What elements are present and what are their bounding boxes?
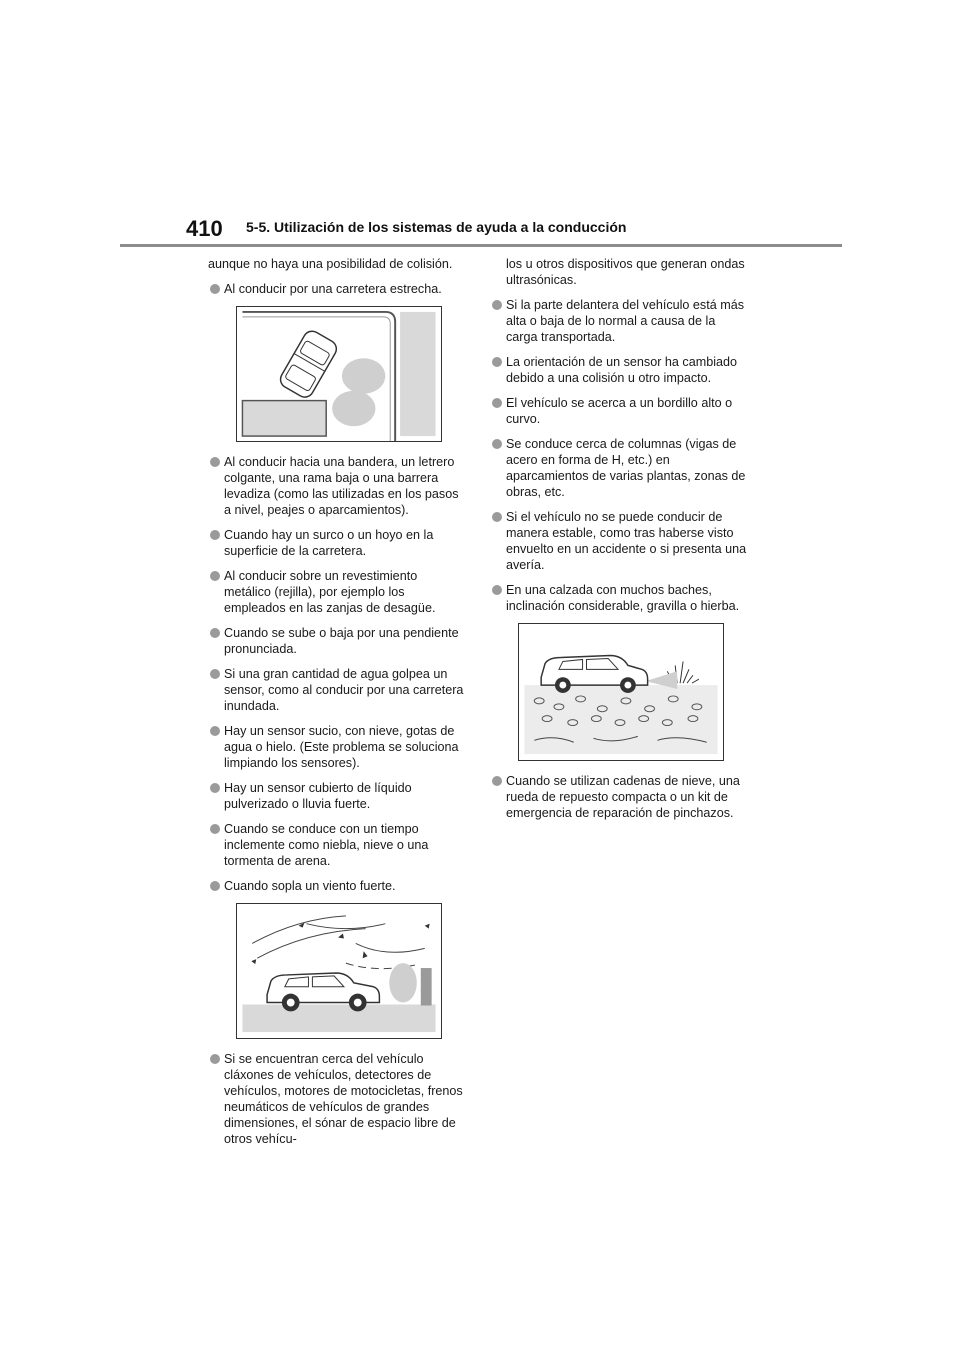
list-item: Se conduce cerca de columnas (vigas de acero en forma de H, etc.) en aparcamientos de varias plantas, zonas de obras, etc.	[490, 436, 748, 500]
list-item: Hay un sensor sucio, con nieve, gotas de agua o hielo. (Este problema se soluciona limpiando los sensores).	[208, 723, 466, 771]
left-continuation-text: aunque no haya una posibilidad de colisión.	[208, 257, 453, 271]
bullet-icon	[210, 881, 220, 891]
bullet-icon	[210, 284, 220, 294]
bullet-icon	[210, 726, 220, 736]
narrow-road-svg	[237, 307, 441, 441]
bullet-icon	[492, 585, 502, 595]
section-title: 5-5. Utilización de los sistemas de ayuda a la conducción	[246, 219, 627, 235]
list-item: Al conducir sobre un revestimiento metálico (rejilla), por ejemplo los empleados en las zanjas de desagüe.	[208, 568, 466, 616]
bullet-icon	[492, 439, 502, 449]
bullet-icon	[210, 824, 220, 834]
list-item: Si la parte delantera del vehículo está más alta o baja de lo normal a causa de la carga transportada.	[490, 297, 748, 345]
bullet-icon	[492, 776, 502, 786]
strong-wind-illustration	[236, 903, 442, 1039]
list-item: Hay un sensor cubierto de líquido pulverizado o lluvia fuerte.	[208, 780, 466, 812]
list-item: Cuando se utilizan cadenas de nieve, una rueda de repuesto compacta o un kit de emergencia de reparación de pinchazos.	[490, 773, 748, 821]
bullet-icon	[210, 530, 220, 540]
bullet-icon	[210, 628, 220, 638]
bullet-icon	[210, 457, 220, 467]
left-column	[208, 256, 466, 1156]
bullet-icon	[492, 357, 502, 367]
bullet-icon	[210, 783, 220, 793]
list-item: La orientación de un sensor ha cambiado debido a una colisión u otro impacto.	[490, 354, 748, 386]
bullet-icon	[210, 669, 220, 679]
list-item: Si el vehículo no se puede conducir de manera estable, como tras haberse visto envuelto en un accidente o si presenta una avería.	[490, 509, 748, 573]
header-rule	[120, 244, 842, 247]
right-continuation-text: los u otros dispositivos que generan ondas ultrasónicas.	[506, 257, 745, 287]
list-item: Cuando se conduce con un tiempo inclemente como niebla, nieve o una tormenta de arena.	[208, 821, 466, 869]
page-number: 410	[186, 216, 223, 241]
narrow-road-illustration	[236, 306, 442, 442]
right-column	[490, 256, 748, 830]
list-item: Al conducir hacia una bandera, un letrero colgante, una rama baja o una barrera levadiza (como las utilizadas en los pasos a nivel, peajes o aparcamientos).	[208, 454, 466, 518]
list-item: Cuando hay un surco o un hoyo en la superficie de la carretera.	[208, 527, 466, 559]
bullet-icon	[492, 512, 502, 522]
bullet-icon	[210, 1054, 220, 1064]
strong-wind-svg	[237, 904, 441, 1038]
list-item: El vehículo se acerca a un bordillo alto o curvo.	[490, 395, 748, 427]
list-item: En una calzada con muchos baches, inclinación considerable, gravilla o hierba.	[490, 582, 748, 614]
bullet-icon	[210, 571, 220, 581]
gravel-road-illustration	[518, 623, 724, 761]
list-item: Cuando sopla un viento fuerte.	[208, 878, 466, 894]
list-item: Si se encuentran cerca del vehículo cláxones de vehículos, detectores de vehículos, motores de motocicletas, frenos neumáticos de vehículos de grandes dimensiones, el sónar de espacio libre de otros vehícu-	[208, 1051, 466, 1147]
list-item: Cuando se sube o baja por una pendiente pronunciada.	[208, 625, 466, 657]
list-item: Si una gran cantidad de agua golpea un sensor, como al conducir por una carretera inundada.	[208, 666, 466, 714]
list-item: Al conducir por una carretera estrecha.	[208, 281, 466, 297]
bullet-icon	[492, 398, 502, 408]
gravel-road-svg	[519, 624, 723, 760]
bullet-icon	[492, 300, 502, 310]
